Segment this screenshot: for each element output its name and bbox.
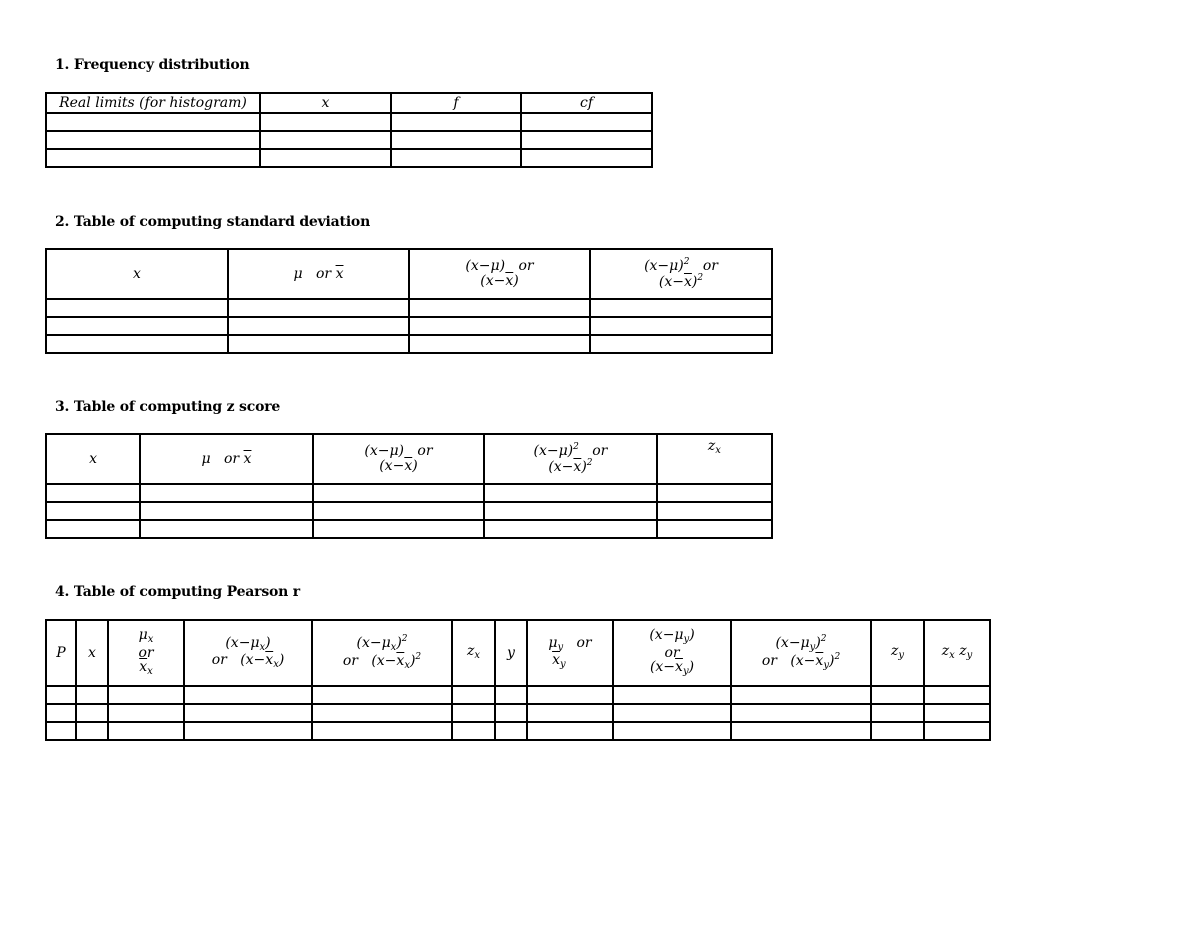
header-squared-deviation-y: $(x-\mu_y)^2$ or $(x-\overline{x}_y)^2$ bbox=[731, 620, 871, 686]
header-p: P bbox=[46, 620, 76, 686]
table-cell[interactable] bbox=[657, 520, 772, 538]
section-4-heading: 4. Table of computing Pearson r bbox=[55, 584, 300, 600]
header-mean: μ or $\overline{x}$ bbox=[140, 434, 312, 484]
table-cell[interactable] bbox=[46, 317, 228, 335]
table-row bbox=[46, 317, 772, 335]
table-cell[interactable] bbox=[184, 722, 312, 740]
table-cell[interactable] bbox=[260, 131, 391, 149]
header-z-y: $z_y$ bbox=[871, 620, 924, 686]
table-row bbox=[46, 149, 652, 167]
table-row bbox=[46, 520, 772, 538]
table-cell[interactable] bbox=[731, 686, 871, 704]
table-cell[interactable] bbox=[871, 722, 924, 740]
header-y: y bbox=[495, 620, 527, 686]
header-squared-deviation: $(x-\mu)^2$ or $(x-\overline{x})^2$ bbox=[590, 249, 772, 299]
table-cell[interactable] bbox=[184, 686, 312, 704]
header-z-x: $z_x$ bbox=[452, 620, 495, 686]
table-cell[interactable] bbox=[46, 299, 228, 317]
table-cell[interactable] bbox=[46, 704, 76, 722]
table-cell[interactable] bbox=[871, 686, 924, 704]
header-f: f bbox=[391, 93, 521, 113]
table-cell[interactable] bbox=[46, 113, 260, 131]
table-cell[interactable] bbox=[76, 704, 108, 722]
table-cell[interactable] bbox=[657, 502, 772, 520]
table-cell[interactable] bbox=[46, 335, 228, 353]
header-real-limits: Real limits (for histogram) bbox=[46, 93, 260, 113]
table-cell[interactable] bbox=[409, 335, 590, 353]
standard-deviation-table bbox=[45, 248, 773, 354]
table-cell[interactable] bbox=[409, 317, 590, 335]
table-cell[interactable] bbox=[46, 722, 76, 740]
table-cell[interactable] bbox=[46, 520, 140, 538]
header-cf: cf bbox=[521, 93, 652, 113]
header-x: x bbox=[46, 249, 228, 299]
header-squared-deviation-x: $(x-\mu_x)^2$ or $(x-\overline{x}_x)^2$ bbox=[312, 620, 452, 686]
table-row bbox=[46, 722, 990, 740]
table-cell[interactable] bbox=[521, 131, 652, 149]
table-cell[interactable] bbox=[46, 686, 76, 704]
table-cell[interactable] bbox=[527, 722, 613, 740]
table-cell[interactable] bbox=[312, 704, 452, 722]
section-1-heading: 1. Frequency distribution bbox=[55, 57, 250, 73]
table-row bbox=[46, 704, 990, 722]
table-cell[interactable] bbox=[731, 722, 871, 740]
header-mean-y: $\mu_y$ or $\overline{x}_y$ bbox=[527, 620, 613, 686]
table-cell[interactable] bbox=[312, 722, 452, 740]
table-cell[interactable] bbox=[313, 502, 484, 520]
table-cell[interactable] bbox=[76, 686, 108, 704]
table-cell[interactable] bbox=[590, 317, 772, 335]
table-cell[interactable] bbox=[521, 149, 652, 167]
table-cell[interactable] bbox=[260, 113, 391, 131]
table-cell[interactable] bbox=[184, 704, 312, 722]
table-cell[interactable] bbox=[140, 484, 312, 502]
table-row bbox=[46, 686, 990, 704]
pearson-r-table bbox=[45, 619, 991, 741]
table-cell[interactable] bbox=[924, 704, 990, 722]
header-x: x bbox=[260, 93, 391, 113]
table-cell[interactable] bbox=[924, 722, 990, 740]
table-cell[interactable] bbox=[76, 722, 108, 740]
header-deviation-x: $(x-\mu_x)$ or $(x-\overline{x}_x)$ bbox=[184, 620, 312, 686]
table-cell[interactable] bbox=[452, 686, 495, 704]
table-cell[interactable] bbox=[46, 502, 140, 520]
table-cell[interactable] bbox=[46, 149, 260, 167]
table-cell[interactable] bbox=[46, 484, 140, 502]
table-cell[interactable] bbox=[391, 113, 521, 131]
table-cell[interactable] bbox=[409, 299, 590, 317]
table-cell[interactable] bbox=[521, 113, 652, 131]
table-cell[interactable] bbox=[924, 686, 990, 704]
table-row bbox=[46, 299, 772, 317]
table-cell[interactable] bbox=[228, 299, 409, 317]
header-zx-zy: $z_x$ $z_y$ bbox=[924, 620, 990, 686]
section-2-heading: 2. Table of computing standard deviation bbox=[55, 214, 371, 230]
table-cell[interactable] bbox=[140, 520, 312, 538]
header-x: x bbox=[46, 434, 140, 484]
table-cell[interactable] bbox=[495, 722, 527, 740]
table-cell[interactable] bbox=[590, 299, 772, 317]
table-row bbox=[46, 113, 652, 131]
header-z-x: $z_x$ bbox=[657, 434, 772, 484]
table-cell[interactable] bbox=[590, 335, 772, 353]
table-cell[interactable] bbox=[391, 149, 521, 167]
table-cell[interactable] bbox=[452, 722, 495, 740]
table-row bbox=[46, 335, 772, 353]
z-score-table bbox=[45, 433, 773, 539]
table-cell[interactable] bbox=[613, 686, 731, 704]
table-cell[interactable] bbox=[484, 484, 656, 502]
table-cell[interactable] bbox=[484, 502, 656, 520]
table-cell[interactable] bbox=[871, 704, 924, 722]
table-cell[interactable] bbox=[527, 704, 613, 722]
table-cell[interactable] bbox=[260, 149, 391, 167]
table-cell[interactable] bbox=[108, 704, 184, 722]
header-mean-x: $\mu_x$ or $\overline{x}_x$ bbox=[108, 620, 184, 686]
table-cell[interactable] bbox=[140, 502, 312, 520]
table-cell[interactable] bbox=[495, 704, 527, 722]
table-cell[interactable] bbox=[613, 704, 731, 722]
table-cell[interactable] bbox=[108, 686, 184, 704]
header-deviation: (x−μ) or $(x-\overline{x})$ bbox=[313, 434, 484, 484]
table-cell[interactable] bbox=[108, 722, 184, 740]
table-cell[interactable] bbox=[228, 317, 409, 335]
header-deviation-y: $(x-\mu_y)$ or $(x-\overline{x}_y)$ bbox=[613, 620, 731, 686]
header-x: x bbox=[76, 620, 108, 686]
table-cell[interactable] bbox=[613, 722, 731, 740]
table-row bbox=[46, 502, 772, 520]
table-cell[interactable] bbox=[484, 520, 656, 538]
section-3-heading: 3. Table of computing z score bbox=[55, 399, 281, 415]
table-cell[interactable] bbox=[657, 484, 772, 502]
table-cell[interactable] bbox=[313, 520, 484, 538]
table-cell[interactable] bbox=[452, 704, 495, 722]
table-cell[interactable] bbox=[313, 484, 484, 502]
header-squared-deviation: $(x-\mu)^2$ or $(x-\overline{x})^2$ bbox=[484, 434, 656, 484]
table-cell[interactable] bbox=[731, 704, 871, 722]
table-cell[interactable] bbox=[312, 686, 452, 704]
table-row bbox=[46, 484, 772, 502]
table-cell[interactable] bbox=[46, 131, 260, 149]
header-deviation: (x−μ) or $(x-\overline{x})$ bbox=[409, 249, 590, 299]
header-mean: μ or $\overline{x}$ bbox=[228, 249, 409, 299]
table-row bbox=[46, 131, 652, 149]
table-cell[interactable] bbox=[495, 686, 527, 704]
frequency-distribution-table bbox=[45, 92, 653, 168]
table-cell[interactable] bbox=[228, 335, 409, 353]
table-cell[interactable] bbox=[391, 131, 521, 149]
table-cell[interactable] bbox=[527, 686, 613, 704]
